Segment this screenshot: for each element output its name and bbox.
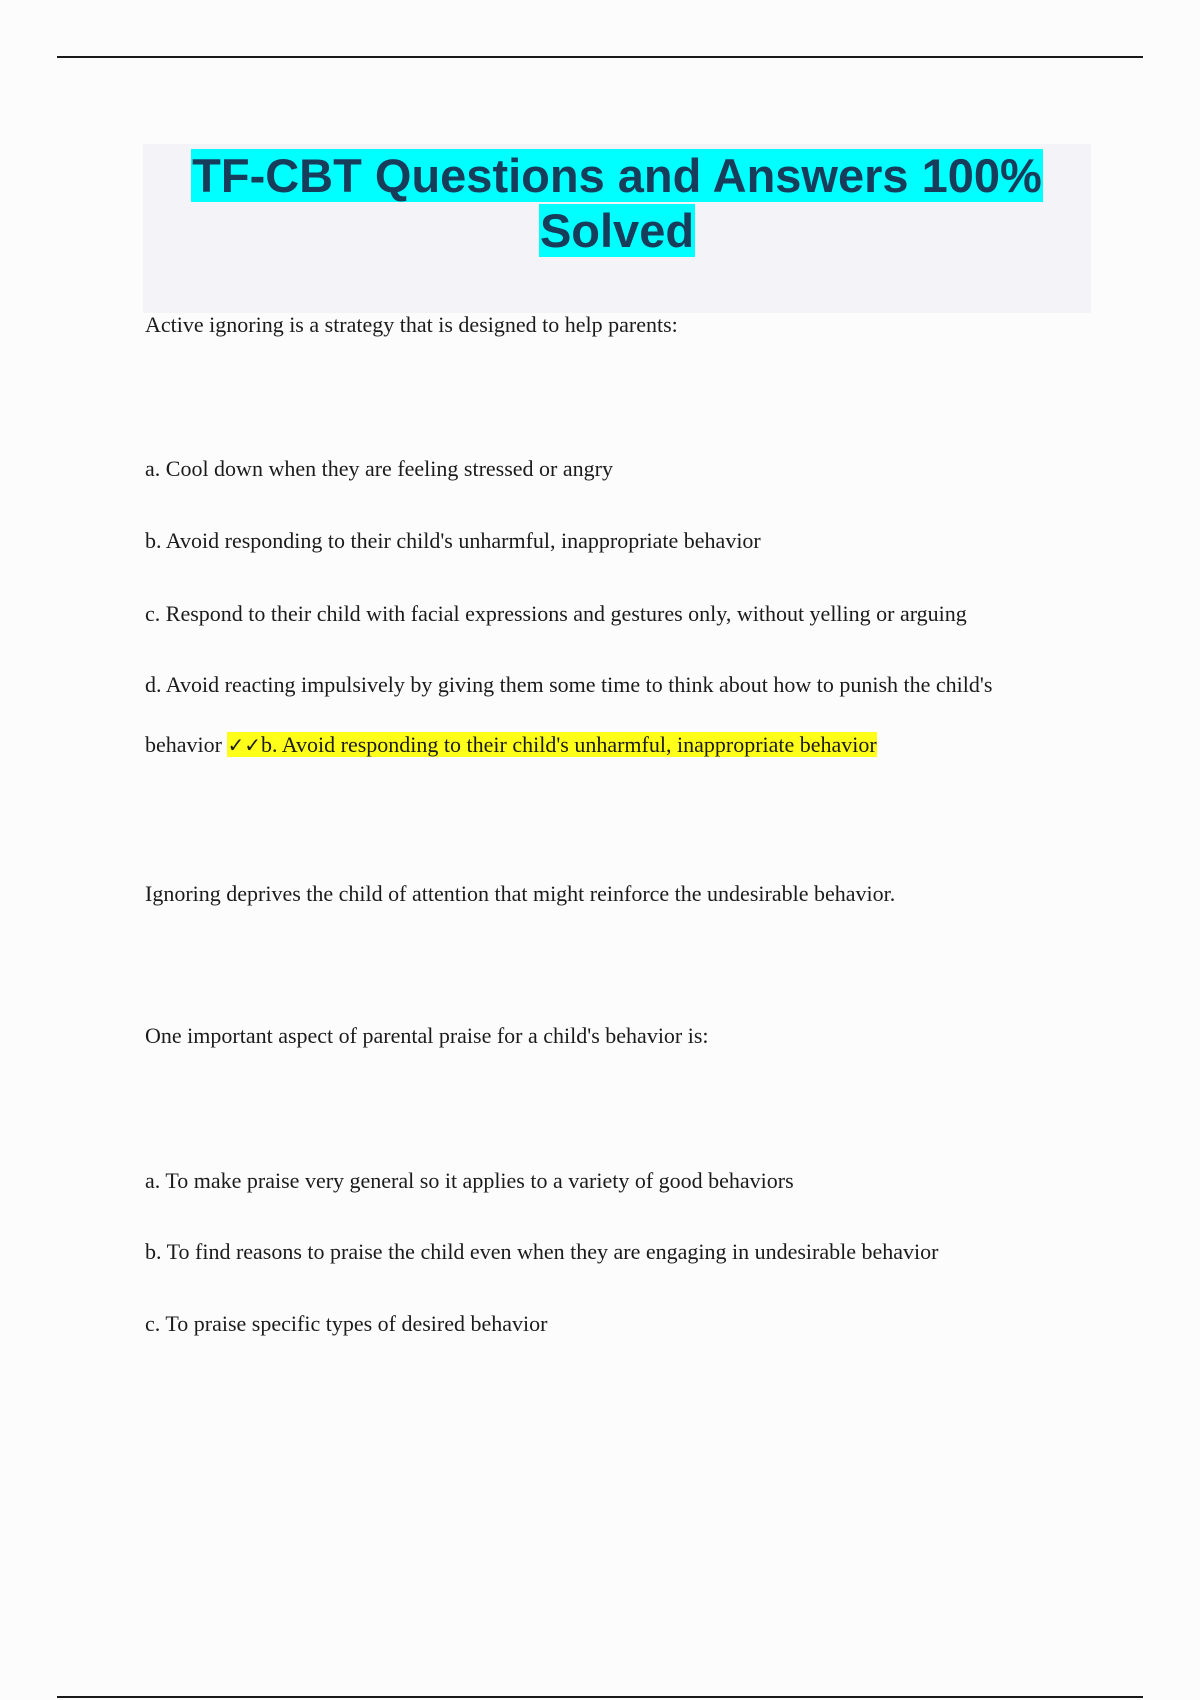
- document-title: [143, 144, 1091, 258]
- question-2-option-c: c. To praise specific types of desired behavior: [145, 1311, 548, 1336]
- question-1-answer: b. Avoid responding to their child's unharmful, inappropriate behavior: [260, 732, 877, 757]
- footer-rule: [57, 1696, 1143, 1698]
- double-check-icon: ✓✓: [227, 733, 261, 757]
- question-1-explanation: Ignoring deprives the child of attention that might reinforce the undesirable behavior.: [145, 881, 896, 906]
- title-banner: [143, 144, 1091, 313]
- title-line-1: TF-CBT Questions and Answers 100%: [192, 149, 1042, 202]
- question-1-option-d: d. Avoid reacting impulsively by giving them some time to think about how to punish the child's: [145, 672, 993, 697]
- question-1-option-c: c. Respond to their child with facial expressions and gestures only, without yelling or arguing: [145, 601, 967, 626]
- question-2-prompt: One important aspect of parental praise for a child's behavior is:: [145, 1023, 709, 1048]
- question-1-prompt: Active ignoring is a strategy that is designed to help parents:: [145, 312, 678, 337]
- question-2-option-b: b. To find reasons to praise the child even when they are engaging in undesirable behavior: [145, 1239, 939, 1264]
- title-line-2: Solved: [539, 204, 695, 257]
- question-1-option-b: b. Avoid responding to their child's unharmful, inappropriate behavior: [145, 528, 761, 553]
- question-1-answer-line: [145, 731, 1105, 759]
- question-1-option-a: a. Cool down when they are feeling stressed or angry: [145, 456, 613, 481]
- answer-highlight: [227, 732, 876, 757]
- question-2-option-a: a. To make praise very general so it applies to a variety of good behaviors: [145, 1168, 794, 1193]
- option-d-continuation: behavior: [145, 732, 222, 757]
- header-rule: [57, 56, 1143, 58]
